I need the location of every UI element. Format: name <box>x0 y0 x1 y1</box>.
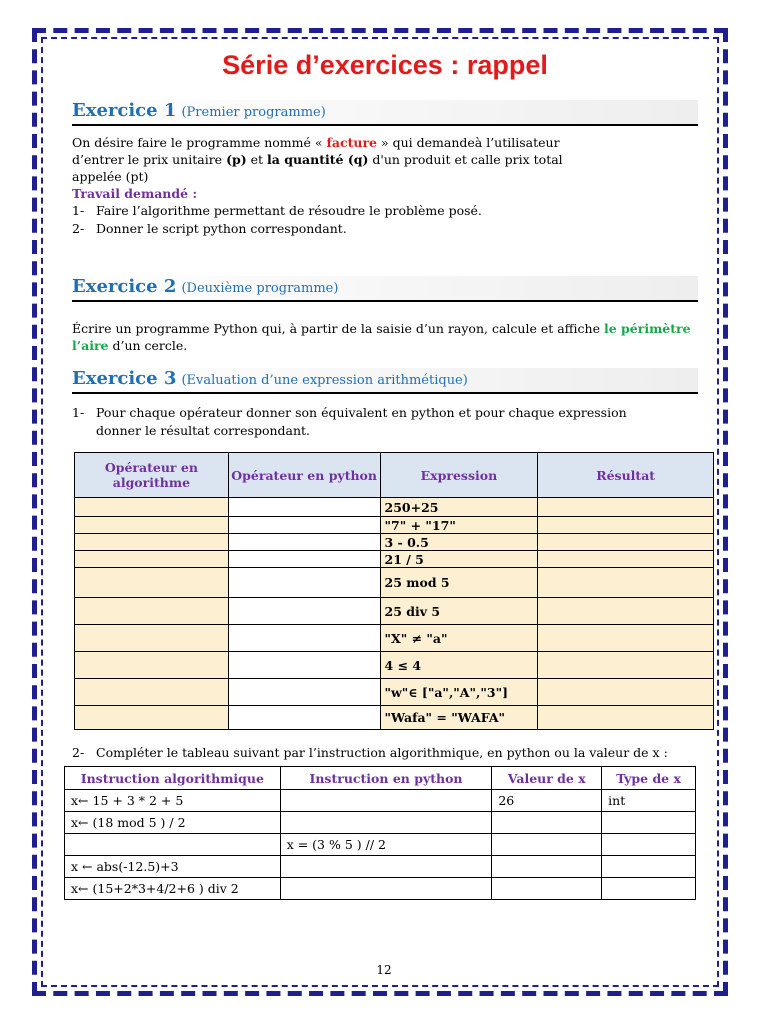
table-row <box>65 834 696 856</box>
algo-operator-cell <box>75 551 229 568</box>
table-row <box>75 498 714 517</box>
keyword-q: la quantité (q) <box>267 152 369 167</box>
keyword-perimetre: le périmètre <box>603 321 691 336</box>
python-instruction-cell <box>280 812 492 834</box>
expression-cell: "7" + "17" <box>380 517 538 534</box>
table-row <box>75 534 714 551</box>
python-instruction-cell <box>280 790 492 812</box>
keyword-p: (p) <box>226 152 247 167</box>
table-row <box>75 517 714 534</box>
exercise-3-header <box>72 368 698 394</box>
work-label: Travail demandé : <box>72 186 198 201</box>
table-header-row <box>65 767 696 790</box>
x-value-cell: 26 <box>492 790 602 812</box>
algo-operator-cell <box>75 534 229 551</box>
text-span: d’un cercle. <box>108 338 188 353</box>
list-item <box>72 220 698 238</box>
expression-cell: 250+25 <box>380 498 538 517</box>
text-span: donner le résultat correspondant. <box>96 423 311 438</box>
exercise-1-line-1 <box>72 134 698 151</box>
exercise-2-subtitle: (Deuxième programme) <box>181 281 339 296</box>
exercise-2-title: Exercice 2 <box>72 276 177 297</box>
list-text <box>96 404 627 440</box>
list-number: 1- <box>72 203 85 218</box>
keyword-aire: l’aire <box>72 338 109 353</box>
expression-cell: 25 div 5 <box>380 598 538 625</box>
text-span: Pour chaque opérateur donner son équivalent en python et pour chaque expression <box>96 405 627 420</box>
result-cell <box>538 706 714 730</box>
text-span: d’entrer le prix unitaire <box>72 152 227 167</box>
python-operator-cell <box>228 498 380 517</box>
expression-cell: 21 / 5 <box>380 551 538 568</box>
exercise-1-line-3: appelée (pt) <box>72 169 149 184</box>
page-number: 12 <box>376 963 392 977</box>
algo-operator-cell <box>75 625 229 652</box>
result-cell <box>538 568 714 598</box>
exercise-1-line-2 <box>72 151 698 168</box>
result-cell <box>538 517 714 534</box>
algo-instruction-cell: x← (15+2*3+4/2+6 ) div 2 <box>65 878 281 900</box>
python-operator-cell <box>228 652 380 679</box>
table-row <box>75 551 714 568</box>
table-row <box>75 568 714 598</box>
python-operator-cell <box>228 625 380 652</box>
table-row <box>65 790 696 812</box>
list-item <box>72 404 698 440</box>
column-header: Expression <box>380 453 538 498</box>
exercise-3-question-2 <box>72 744 698 762</box>
x-type-cell <box>602 878 696 900</box>
list-number: 1- <box>72 405 85 420</box>
x-value-cell <box>492 834 602 856</box>
expression-cell: "Wafa" = "WAFA" <box>380 706 538 730</box>
algo-operator-cell <box>75 498 229 517</box>
x-type-cell <box>602 812 696 834</box>
table-row <box>65 878 696 900</box>
list-text: Compléter le tableau suivant par l’instruction algorithmique, en python ou la valeur de x : <box>96 745 668 760</box>
table-row <box>75 679 714 706</box>
column-header: Opérateur en python <box>228 453 380 498</box>
table-row <box>75 652 714 679</box>
result-cell <box>538 534 714 551</box>
expression-cell: 4 ≤ 4 <box>380 652 538 679</box>
exercise-1-subtitle: (Premier programme) <box>181 105 326 120</box>
algo-operator-cell <box>75 517 229 534</box>
python-instruction-cell <box>280 878 492 900</box>
exercise-1-body <box>72 134 698 238</box>
text-span: » qui demandeà l’utilisateur <box>377 135 560 150</box>
exercise-2-header <box>72 276 698 302</box>
table-row <box>75 706 714 730</box>
exercise-2-body <box>72 320 698 354</box>
text-span: Écrire un programme Python qui, à partir de la saisie d’un rayon, calcule et affiche <box>72 321 604 336</box>
result-cell <box>538 625 714 652</box>
exercise-1-title: Exercice 1 <box>72 100 177 121</box>
python-operator-cell <box>228 517 380 534</box>
column-header: Valeur de x <box>492 767 602 790</box>
list-text: Faire l’algorithme permettant de résoudre le problème posé. <box>96 203 482 218</box>
result-cell <box>538 498 714 517</box>
python-instruction-cell <box>280 856 492 878</box>
instructions-table <box>64 766 696 900</box>
expression-cell: 3 - 0.5 <box>380 534 538 551</box>
x-value-cell <box>492 856 602 878</box>
result-cell <box>538 598 714 625</box>
text-span: d'un produit et calle prix total <box>368 152 563 167</box>
list-item <box>72 202 698 220</box>
exercise-1-header <box>72 100 698 126</box>
keyword-facture: facture <box>326 135 378 150</box>
algo-operator-cell <box>75 679 229 706</box>
list-number: 2- <box>72 221 85 236</box>
algo-operator-cell <box>75 568 229 598</box>
result-cell <box>538 652 714 679</box>
algo-operator-cell <box>75 652 229 679</box>
page-title: Série d’exercices : rappel <box>222 50 548 80</box>
table-row <box>75 625 714 652</box>
list-item <box>72 744 698 762</box>
python-operator-cell <box>228 551 380 568</box>
algo-operator-cell <box>75 706 229 730</box>
column-header: Opérateur en algorithme <box>75 453 229 498</box>
algo-instruction-cell: x← 15 + 3 * 2 + 5 <box>65 790 281 812</box>
table-row <box>65 856 696 878</box>
text-span: et <box>246 152 268 167</box>
table-row <box>65 812 696 834</box>
algo-instruction-cell: x ← abs(-12.5)+3 <box>65 856 281 878</box>
text-span: On désire faire le programme nommé « <box>72 135 327 150</box>
x-type-cell <box>602 834 696 856</box>
result-cell <box>538 551 714 568</box>
x-type-cell <box>602 856 696 878</box>
column-header: Instruction en python <box>280 767 492 790</box>
algo-instruction-cell: x← (18 mod 5 ) / 2 <box>65 812 281 834</box>
exercise-2-line-1 <box>72 320 698 337</box>
x-type-cell: int <box>602 790 696 812</box>
python-operator-cell <box>228 679 380 706</box>
exercise-3-subtitle: (Evaluation d’une expression arithmétique) <box>181 373 468 388</box>
expression-cell: 25 mod 5 <box>380 568 538 598</box>
column-header: Type de x <box>602 767 696 790</box>
exercise-3-question-1 <box>72 404 698 440</box>
result-cell <box>538 679 714 706</box>
python-operator-cell <box>228 568 380 598</box>
expression-cell: "w"∈ ["a","A","3"] <box>380 679 538 706</box>
column-header: Résultat <box>538 453 714 498</box>
python-operator-cell <box>228 598 380 625</box>
python-operator-cell <box>228 706 380 730</box>
algo-operator-cell <box>75 598 229 625</box>
table-header-row <box>75 453 714 498</box>
table-row <box>75 598 714 625</box>
exercise-2-line-2 <box>72 337 698 354</box>
column-header: Instruction algorithmique <box>65 767 281 790</box>
operators-table <box>74 452 714 730</box>
document-page <box>72 40 698 900</box>
list-number: 2- <box>72 745 85 760</box>
x-value-cell <box>492 812 602 834</box>
list-text: Donner le script python correspondant. <box>96 221 347 236</box>
algo-instruction-cell <box>65 834 281 856</box>
python-operator-cell <box>228 534 380 551</box>
x-value-cell <box>492 878 602 900</box>
expression-cell: "X" ≠ "a" <box>380 625 538 652</box>
instructions-table-body <box>65 790 696 900</box>
exercise-3-title: Exercice 3 <box>72 368 177 389</box>
operators-table-body <box>75 498 714 730</box>
python-instruction-cell: x = (3 % 5 ) // 2 <box>280 834 492 856</box>
